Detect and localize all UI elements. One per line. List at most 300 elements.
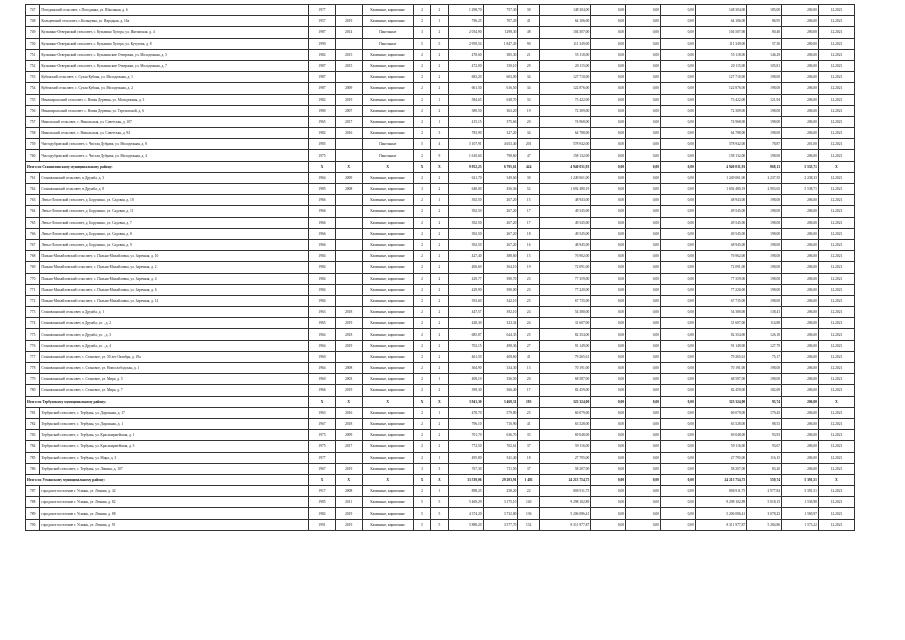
- cell-row-number: 760: [26, 150, 40, 161]
- cell-fund-cost: 0,00: [591, 418, 626, 429]
- cell-residents: 15: [518, 251, 540, 262]
- cell-wall-material: Каменные, кирпичные: [362, 60, 413, 71]
- cell-address: Тербунский сельсовет, с. Тербуны, ул. Дорожная, д. 17: [40, 407, 309, 418]
- cell-limit-cost: 206,00: [782, 116, 819, 127]
- cell-limit-cost: 5 391,51: [782, 486, 819, 497]
- cell-unit-cost: 559,74: [747, 474, 782, 485]
- cell-repair-year: 2009: [335, 83, 362, 94]
- table-row: [26, 307, 855, 318]
- cell-living-area: 385,30: [483, 49, 518, 60]
- housing-register-table: [25, 4, 855, 531]
- cell-total-area: 783,90: [448, 128, 483, 139]
- cell-wall-material: Каменные, кирпичные: [362, 430, 413, 441]
- cell-total-cost: 74 968,00: [539, 116, 590, 127]
- cell-entrances: 1: [431, 374, 448, 385]
- cell-living-area: 636,70: [483, 430, 518, 441]
- cell-residents: 37: [518, 463, 540, 474]
- cell-owners-cost: 0,00: [661, 105, 696, 116]
- cell-deadline: X: [818, 161, 854, 172]
- cell-floors: 2: [413, 363, 430, 374]
- cell-limit-cost: 206,00: [782, 318, 819, 329]
- cell-unit-cost: 2 977,84: [747, 486, 782, 497]
- cell-residents: 25: [518, 407, 540, 418]
- cell-living-area: 364,10: [483, 262, 518, 273]
- cell-fund-cost: 0,00: [591, 508, 626, 519]
- cell-deadline: 12.2021: [818, 273, 854, 284]
- cell-floors: 2: [413, 16, 430, 27]
- cell-repair-year: 2019: [335, 508, 362, 519]
- cell-unit-cost: 83,20: [747, 463, 782, 474]
- cell-total-area: 898,25: [448, 486, 483, 497]
- cell-total-area: 393,60: [448, 295, 483, 306]
- cell-row-number: 752: [26, 60, 40, 71]
- cell-limit-cost: 206,00: [782, 83, 819, 94]
- cell-build-year: 1987: [309, 60, 336, 71]
- cell-fund-cost: 0,00: [591, 184, 626, 195]
- cell-budget-cost: 0,00: [626, 5, 661, 16]
- cell-entrances: 2: [431, 105, 448, 116]
- cell-residents: 30: [518, 172, 540, 183]
- cell-living-area: 323,34: [483, 318, 518, 329]
- cell-limit-cost: 206,00: [782, 418, 819, 429]
- cell-build-year: 1967: [309, 463, 336, 474]
- cell-wall-material: X: [362, 161, 413, 172]
- cell-regional-cost: 148 304,00: [695, 5, 746, 16]
- cell-row-number: 770: [26, 273, 40, 284]
- cell-build-year: 1966: [309, 217, 336, 228]
- cell-entrances: 1: [431, 452, 448, 463]
- cell-wall-material: X: [362, 396, 413, 407]
- cell-living-area: 267,20: [483, 239, 518, 250]
- cell-row-number: 763: [26, 195, 40, 206]
- cell-floors: 2: [413, 217, 430, 228]
- cell-total-area: 392,50: [448, 206, 483, 217]
- cell-budget-cost: 0,00: [626, 38, 661, 49]
- cell-unit-cost: 86,95: [747, 16, 782, 27]
- cell-total-cost: 48 945,00: [539, 239, 590, 250]
- cell-build-year: 1965: [309, 318, 336, 329]
- cell-budget-cost: 0,00: [626, 497, 661, 508]
- cell-total-cost: 79 265,61: [539, 351, 590, 362]
- cell-fund-cost: 0,00: [591, 228, 626, 239]
- cell-deadline: 12.2021: [818, 60, 854, 71]
- table-row: [26, 38, 855, 49]
- cell-row-number: 765: [26, 217, 40, 228]
- cell-total-area: 767,30: [448, 463, 483, 474]
- cell-budget-cost: 0,00: [626, 284, 661, 295]
- cell-unit-cost: 93,67: [747, 441, 782, 452]
- cell-floors: 2: [413, 262, 430, 273]
- cell-floors: 2: [413, 206, 430, 217]
- cell-living-area: 375,66: [483, 116, 518, 127]
- cell-limit-cost: 206,00: [782, 273, 819, 284]
- cell-total-area: 461,50: [448, 351, 483, 362]
- cell-total-area: 472,00: [448, 60, 483, 71]
- cell-entrances: 2: [431, 441, 448, 452]
- cell-living-area: 408,60: [483, 351, 518, 362]
- cell-address: Становлянский сельсовет, п.Дружба, ул. , д. 3: [40, 329, 309, 340]
- cell-floors: 2: [413, 340, 430, 351]
- cell-row-number: 786: [26, 463, 40, 474]
- cell-residents: 48: [518, 27, 540, 38]
- cell-entrances: 1: [431, 486, 448, 497]
- cell-entrances: 2: [431, 295, 448, 306]
- cell-fund-cost: 0,00: [591, 474, 626, 485]
- cell-owners-cost: 0,00: [661, 508, 696, 519]
- cell-living-area: 498,36: [483, 340, 518, 351]
- cell-deadline: 12.2021: [818, 184, 854, 195]
- cell-unit-cost: 57,30: [747, 38, 782, 49]
- cell-unit-cost: 198,00: [747, 284, 782, 295]
- cell-entrances: 2: [431, 262, 448, 273]
- cell-budget-cost: 0,00: [626, 251, 661, 262]
- cell-build-year: 1985: [309, 184, 336, 195]
- cell-deadline: 12.2021: [818, 139, 854, 150]
- cell-regional-cost: 64 106,00: [695, 16, 746, 27]
- cell-unit-cost: 75,17: [747, 351, 782, 362]
- table-row: [26, 150, 855, 161]
- cell-unit-cost: 198,00: [747, 105, 782, 116]
- cell-build-year: 1966: [309, 239, 336, 250]
- cell-repair-year: X: [335, 161, 362, 172]
- cell-total-cost: 77 220,00: [539, 284, 590, 295]
- cell-owners-cost: 0,00: [661, 463, 696, 474]
- cell-regional-cost: 9 298 102,89: [695, 497, 746, 508]
- cell-budget-cost: 0,00: [626, 441, 661, 452]
- cell-unit-cost: 198,00: [747, 363, 782, 374]
- cell-regional-cost: 91 149,00: [695, 340, 746, 351]
- cell-residents: 132: [518, 519, 540, 530]
- table-row: [26, 508, 855, 519]
- cell-fund-cost: 0,00: [591, 385, 626, 396]
- cell-row-number: 789: [26, 508, 40, 519]
- cell-residents: 25: [518, 295, 540, 306]
- cell-wall-material: Панельные: [362, 150, 413, 161]
- cell-floors: 2: [413, 329, 430, 340]
- cell-owners-cost: 0,00: [661, 72, 696, 83]
- cell-floors: 2: [413, 295, 430, 306]
- table-row: [26, 463, 855, 474]
- cell-limit-cost: 206,00: [782, 206, 819, 217]
- cell-row-number: 780: [26, 385, 40, 396]
- cell-owners-cost: 0,00: [661, 284, 696, 295]
- cell-budget-cost: 0,00: [626, 49, 661, 60]
- cell-regional-cost: 31 607,00: [695, 318, 746, 329]
- cell-deadline: 12.2021: [818, 83, 854, 94]
- cell-deadline: 12.2021: [818, 116, 854, 127]
- cell-owners-cost: 0,00: [661, 228, 696, 239]
- cell-fund-cost: 0,00: [591, 396, 626, 407]
- cell-row-number: 754: [26, 83, 40, 94]
- cell-floors: 2: [413, 116, 430, 127]
- cell-deadline: 12.2021: [818, 217, 854, 228]
- cell-budget-cost: 0,00: [626, 374, 661, 385]
- cell-living-area: 1 847,45: [483, 38, 518, 49]
- cell-residents: 24: [518, 318, 540, 329]
- cell-regional-cost: 323 324,00: [695, 396, 746, 407]
- cell-deadline: 12.2021: [818, 239, 854, 250]
- cell-repair-year: 2008: [335, 363, 362, 374]
- cell-total-cost: 60 079,00: [539, 407, 590, 418]
- cell-living-area: 349,60: [483, 172, 518, 183]
- cell-wall-material: Каменные, кирпичные: [362, 83, 413, 94]
- cell-build-year: 1987: [309, 72, 336, 83]
- cell-build-year: 1963: [309, 307, 336, 318]
- cell-total-cost: 111 349,00: [539, 38, 590, 49]
- cell-limit-cost: 200,00: [782, 27, 819, 38]
- cell-row-number: 757: [26, 116, 40, 127]
- cell-budget-cost: 0,00: [626, 486, 661, 497]
- cell-living-area: 798,60: [483, 150, 518, 161]
- cell-limit-cost: 206,00: [782, 105, 819, 116]
- cell-living-area: 1298,30: [483, 27, 518, 38]
- cell-total-area: 392,50: [448, 217, 483, 228]
- cell-total-cost: 72 309,00: [539, 105, 590, 116]
- cell-budget-cost: 0,00: [626, 307, 661, 318]
- cell-total-area: 661,50: [448, 83, 483, 94]
- cell-regional-cost: 1 249 061,00: [695, 172, 746, 183]
- cell-unit-cost: 198,00: [747, 150, 782, 161]
- cell-entrances: 2: [431, 72, 448, 83]
- cell-residents: 30: [518, 5, 540, 16]
- cell-residents: 41: [518, 351, 540, 362]
- table-row: [26, 195, 855, 206]
- cell-build-year: 1964: [309, 329, 336, 340]
- cell-row-number: 775: [26, 329, 40, 340]
- cell-regional-cost: 1 692 480,19: [695, 184, 746, 195]
- table-row: [26, 340, 855, 351]
- cell-total-area: 495,80: [448, 452, 483, 463]
- cell-row-number: 771: [26, 284, 40, 295]
- cell-total-area: 772,50: [448, 441, 483, 452]
- cell-build-year: 1967: [309, 418, 336, 429]
- cell-wall-material: Каменные, кирпичные: [362, 94, 413, 105]
- cell-total-cost: 127 710,00: [539, 72, 590, 83]
- cell-owners-cost: 0,00: [661, 83, 696, 94]
- cell-living-area: 150,10: [483, 60, 518, 71]
- cell-residents: 19: [518, 262, 540, 273]
- cell-entrances: 5: [431, 508, 448, 519]
- cell-limit-cost: 206,00: [782, 239, 819, 250]
- cell-limit-cost: 206,00: [782, 262, 819, 273]
- cell-deadline: 12.2021: [818, 418, 854, 429]
- cell-owners-cost: 0,00: [661, 486, 696, 497]
- cell-total-area: 478,60: [448, 49, 483, 60]
- cell-regional-cost: 76 962,00: [695, 251, 746, 262]
- cell-fund-cost: 0,00: [591, 519, 626, 530]
- cell-row-number: 759: [26, 139, 40, 150]
- cell-living-area: 3 175,10: [483, 497, 518, 508]
- cell-living-area: 757,30: [483, 5, 518, 16]
- cell-address: Пальна-Михайловский сельсовет, с. Пальна-Михайловка, ул. Заречная, д. 10: [40, 251, 309, 262]
- cell-unit-cost: 138,41: [747, 307, 782, 318]
- cell-unit-cost: 80,40: [747, 27, 782, 38]
- cell-address: Кузьмино-Отвержский сельсовет, с. Кузьминские Отвержки, ул. Молодежная, д. 5: [40, 49, 309, 60]
- cell-budget-cost: 0,00: [626, 340, 661, 351]
- cell-build-year: 1975: [309, 441, 336, 452]
- cell-budget-cost: 0,00: [626, 94, 661, 105]
- cell-address: Погодинский сельсовет, с.Погодинка, ул. Школьная, д. 6: [40, 5, 309, 16]
- cell-entrances: 2: [431, 228, 448, 239]
- cell-unit-cost: 126,18: [747, 329, 782, 340]
- table-row: [26, 60, 855, 71]
- table-row: [26, 295, 855, 306]
- cell-wall-material: Каменные, кирпичные: [362, 228, 413, 239]
- cell-fund-cost: 0,00: [591, 38, 626, 49]
- table-row: [26, 273, 855, 284]
- cell-living-area: 4 653,40: [483, 139, 518, 150]
- cell-address: Становлянский сельсовет, п.Дружба, д. 8: [40, 184, 309, 195]
- cell-owners-cost: 0,00: [661, 430, 696, 441]
- cell-row-number: 788: [26, 497, 40, 508]
- table-row: [26, 139, 855, 150]
- cell-build-year: 1991: [309, 519, 336, 530]
- cell-entrances: 2: [431, 318, 448, 329]
- cell-unit-cost: 198,00: [747, 128, 782, 139]
- cell-total-cost: 59 116,00: [539, 441, 590, 452]
- cell-row-number: 782: [26, 418, 40, 429]
- cell-owners-cost: 0,00: [661, 184, 696, 195]
- table-row: [26, 385, 855, 396]
- cell-floors: 2: [413, 239, 430, 250]
- cell-total-cost: 69 048,00: [539, 430, 590, 441]
- cell-build-year: 1982: [309, 94, 336, 105]
- cell-owners-cost: 0,00: [661, 217, 696, 228]
- cell-wall-material: Каменные, кирпичные: [362, 206, 413, 217]
- cell-regional-cost: 158 132,00: [695, 150, 746, 161]
- cell-total-cost: 91 149,00: [539, 340, 590, 351]
- cell-entrances: 2: [431, 60, 448, 71]
- cell-build-year: 1982: [309, 508, 336, 519]
- cell-unit-cost: 93,93: [747, 430, 782, 441]
- cell-living-area: 390,70: [483, 273, 518, 284]
- cell-entrances: 2: [431, 340, 448, 351]
- cell-owners-cost: 0,00: [661, 49, 696, 60]
- cell-living-area: 456,36: [483, 184, 518, 195]
- cell-total-area: 796,10: [448, 418, 483, 429]
- cell-unit-cost: 2 903,65: [747, 184, 782, 195]
- cell-deadline: 12.2021: [818, 72, 854, 83]
- table-row: [26, 407, 855, 418]
- cell-unit-cost: 116,15: [747, 452, 782, 463]
- cell-living-area: 710,90: [483, 418, 518, 429]
- cell-repair-year: [335, 351, 362, 362]
- cell-living-area: 392,10: [483, 307, 518, 318]
- cell-build-year: 1960: [309, 351, 336, 362]
- cell-limit-cost: 206,00: [782, 128, 819, 139]
- cell-row-number: 767: [26, 239, 40, 250]
- cell-wall-material: Каменные, кирпичные: [362, 116, 413, 127]
- cell-row-number: 787: [26, 486, 40, 497]
- cell-total-area: 685,87: [448, 329, 483, 340]
- cell-limit-cost: 206,00: [782, 16, 819, 27]
- cell-total-cost: 82 459,00: [539, 385, 590, 396]
- cell-residents: 25: [518, 329, 540, 340]
- cell-limit-cost: 206,00: [782, 363, 819, 374]
- cell-repair-year: 2019: [335, 16, 362, 27]
- cell-address: городское поселение г. Усмань, ул. Ленина, д. 42: [40, 486, 309, 497]
- cell-total-cost: 323 324,00: [539, 396, 590, 407]
- cell-repair-year: 2019: [335, 340, 362, 351]
- cell-limit-cost: 206,00: [782, 195, 819, 206]
- cell-total-area: 470,70: [448, 407, 483, 418]
- cell-deadline: 12.2021: [818, 486, 854, 497]
- cell-limit-cost: 206,00: [782, 228, 819, 239]
- table-row: [26, 430, 855, 441]
- cell-entrances: 2: [431, 83, 448, 94]
- cell-residents: 21: [518, 49, 540, 60]
- cell-fund-cost: 0,00: [591, 239, 626, 250]
- cell-address: Пальна-Михайловский сельсовет, с. Пальна-Михайловка, ул. Заречная, д. 2: [40, 262, 309, 273]
- cell-unit-cost: 198,00: [747, 116, 782, 127]
- cell-owners-cost: 0,00: [661, 407, 696, 418]
- cell-living-area: 644,35: [483, 329, 518, 340]
- total-label: Итого по Усманскому муниципальному району:: [26, 474, 309, 485]
- cell-wall-material: Каменные, кирпичные: [362, 239, 413, 250]
- cell-regional-cost: 127 710,00: [695, 72, 746, 83]
- cell-total-cost: 24 215 754,75: [539, 474, 590, 485]
- cell-owners-cost: 0,00: [661, 497, 696, 508]
- cell-repair-year: [335, 262, 362, 273]
- cell-fund-cost: 0,00: [591, 318, 626, 329]
- cell-limit-cost: 206,00: [782, 49, 819, 60]
- cell-budget-cost: 0,00: [626, 206, 661, 217]
- cell-address: Становлянский сельсовет, с. Становое, ул. Мира, д. 7: [40, 385, 309, 396]
- cell-build-year: 1966: [309, 195, 336, 206]
- cell-row-number: 748: [26, 16, 40, 27]
- cell-living-area: 267,20: [483, 195, 518, 206]
- cell-wall-material: Каменные, кирпичные: [362, 49, 413, 60]
- cell-fund-cost: 0,00: [591, 105, 626, 116]
- cell-residents: 18: [518, 228, 540, 239]
- cell-entrances: 2: [431, 27, 448, 38]
- cell-address: Чистодубровский сельсовет, с. Чистая Дубрава, ул. Молодежная, д. 4: [40, 150, 309, 161]
- cell-unit-cost: 198,00: [747, 273, 782, 284]
- cell-limit-cost: 206,00: [782, 72, 819, 83]
- cell-total-cost: 578 942,00: [539, 139, 590, 150]
- cell-limit-cost: 1 536,98: [782, 497, 819, 508]
- cell-repair-year: 2019: [335, 463, 362, 474]
- cell-entrances: 1: [431, 16, 448, 27]
- cell-floors: 2: [413, 486, 430, 497]
- cell-repair-year: X: [335, 474, 362, 485]
- cell-repair-year: 2015: [335, 49, 362, 60]
- cell-deadline: 12.2021: [818, 284, 854, 295]
- cell-repair-year: 2018: [335, 329, 362, 340]
- cell-repair-year: 2009: [335, 430, 362, 441]
- table-row: [26, 94, 855, 105]
- cell-residents: 27: [518, 340, 540, 351]
- cell-limit-cost: 5 535,71: [782, 161, 819, 172]
- cell-unit-cost: 198,00: [747, 239, 782, 250]
- cell-deadline: 12.2021: [818, 318, 854, 329]
- cell-budget-cost: 0,00: [626, 228, 661, 239]
- cell-total-cost: 64 106,00: [539, 16, 590, 27]
- cell-fund-cost: 0,00: [591, 172, 626, 183]
- table-row: [26, 374, 855, 385]
- cell-deadline: 12.2021: [818, 374, 854, 385]
- cell-owners-cost: 0,00: [661, 474, 696, 485]
- cell-wall-material: Каменные, кирпичные: [362, 195, 413, 206]
- cell-owners-cost: 0,00: [661, 441, 696, 452]
- cell-regional-cost: 111 349,00: [695, 38, 746, 49]
- cell-total-area: 429,77: [448, 273, 483, 284]
- cell-budget-cost: 0,00: [626, 295, 661, 306]
- cell-fund-cost: 0,00: [591, 486, 626, 497]
- cell-budget-cost: 0,00: [626, 463, 661, 474]
- cell-address: Тербунский сельсовет, с. Тербуны, ул. Красноармейская, д. 1: [40, 430, 309, 441]
- cell-total-cost: 54 380,00: [539, 307, 590, 318]
